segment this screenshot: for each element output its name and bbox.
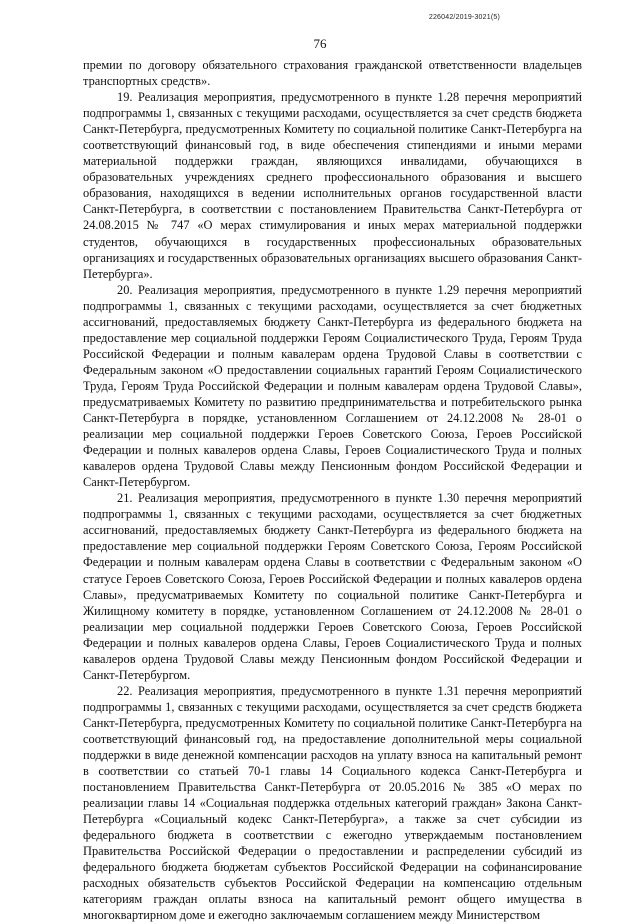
continuation-paragraph: премии по договору обязательного страхования гражданской ответственности владельцев транспортных средств». — [83, 58, 582, 89]
document-body — [83, 57, 582, 924]
paragraph-20: 20. Реализация мероприятия, предусмотренного в пункте 1.29 перечня мероприятий подпрограммы 1, связанных с текущими расходами, осуществляется за счет бюджетных ассигнований, предоставляемых бюджету Санкт-Петербурга из федерального бюджета на предоставление мер социальной поддержки Героям Социалистического Труда, Героям Труда Российской Федерации и полным кавалерам ордена Трудовой Славы в соответствии с Федеральным законом «О предоставлении социальных гарантий Героям Социалистического Труда, Героям Труда Российской Федерации и полным кавалерам ордена Трудовой Славы», предусматриваемых Комитету по развитию предпринимательства и потребительского рынка Санкт-Петербурга в порядке, установленном Соглашением от 24.12.2008 № 28-01 о реализации мер социальной поддержки Героев Советского Союза, Героев Российской Федерации и полных кавалеров ордена Славы, Героев Социалистического Труда и полных кавалеров ордена Трудовой Славы между Пенсионным фондом Российской Федерации и Санкт-Петербургом. — [83, 282, 582, 490]
paragraph-22: 22. Реализация мероприятия, предусмотренного в пункте 1.31 перечня мероприятий подпрограммы 1, связанных с текущими расходами, осуществляется за счет средств бюджета Санкт-Петербурга, предусмотренных Комитету по социальной политике Санкт-Петербурга на соответствующий финансовый год, на предоставление дополнительной меры социальной поддержки в виде денежной компенсации расходов на уплату взноса на капитальный ремонт в соответствии со статьей 70-1 главы 14 Социального кодекса Санкт-Петербурга и постановлением Правительства Санкт-Петербурга от 20.05.2016 № 385 «О мерах по реализации главы 14 «Социальная поддержка отдельных категорий граждан» Закона Санкт-Петербурга «Социальный кодекс Санкт-Петербурга», а также за счет субсидии из федерального бюджета в соответствии с ежегодно утверждаемым постановлением Правительства Российской Федерации о предоставлении и распределении субсидий из федерального бюджета бюджетам субъектов Российской Федерации на софинансирование расходных обязательств субъектов Российской Федерации на компенсацию отдельным категориям граждан оплаты взноса на капитальный ремонт общего имущества в многоквартирном доме и ежегодно заключаемым соглашением между Министерством — [83, 683, 582, 923]
document-registration-code: 226042/2019-3021(5) — [428, 14, 500, 21]
paragraph-21: 21. Реализация мероприятия, предусмотренного в пункте 1.30 перечня мероприятий подпрограммы 1, связанных с текущими расходами, осуществляется за счет бюджетных ассигнований, предоставляемых бюджету Санкт-Петербурга из федерального бюджета на предоставление мер социальной поддержки Героям Советского Союза, Героям Российской Федерации и полным кавалерам ордена Славы в соответствии с Федеральным законом «О статусе Героев Советского Союза, Героев Российской Федерации и полных кавалеров ордена Славы», предусматриваемых Комитету по социальной политике Санкт-Петербурга и Жилищному комитету в порядке, установленном Соглашением от 24.12.2008 № 28-01 о реализации мер социальной поддержки Героев Советского Союза, Героев Российской Федерации и полных кавалеров ордена Славы, Героев Социалистического Труда и полных кавалеров ордена Трудовой Славы между Пенсионным фондом Российской Федерации и Санкт-Петербургом. — [83, 491, 582, 682]
page-number: 76 — [313, 36, 327, 51]
paragraph-19: 19. Реализация мероприятия, предусмотренного в пункте 1.28 перечня мероприятий подпрограммы 1, связанных с текущими расходами, осуществляется за счет средств бюджета Санкт-Петербурга, предусмотренных Комитету по социальной политике Санкт-Петербурга на соответствующий финансовый год, в виде обеспечения стипендиями и иными мерами материальной поддержки граждан, являющихся инвалидами, обучающихся в образовательных учреждениях среднего профессионального образования и высшего образования, находящихся в ведении исполнительных органов государственной власти Санкт-Петербурга, в соответствии с постановлением Правительства Санкт-Петербурга от 24.08.2015 № 747 «О мерах стимулирования и иных мерах материальной поддержки студентов, обучающихся в государственных профессиональных образовательных организациях и государственных образовательных организациях высшего образования Санкт-Петербурга». — [83, 90, 582, 281]
